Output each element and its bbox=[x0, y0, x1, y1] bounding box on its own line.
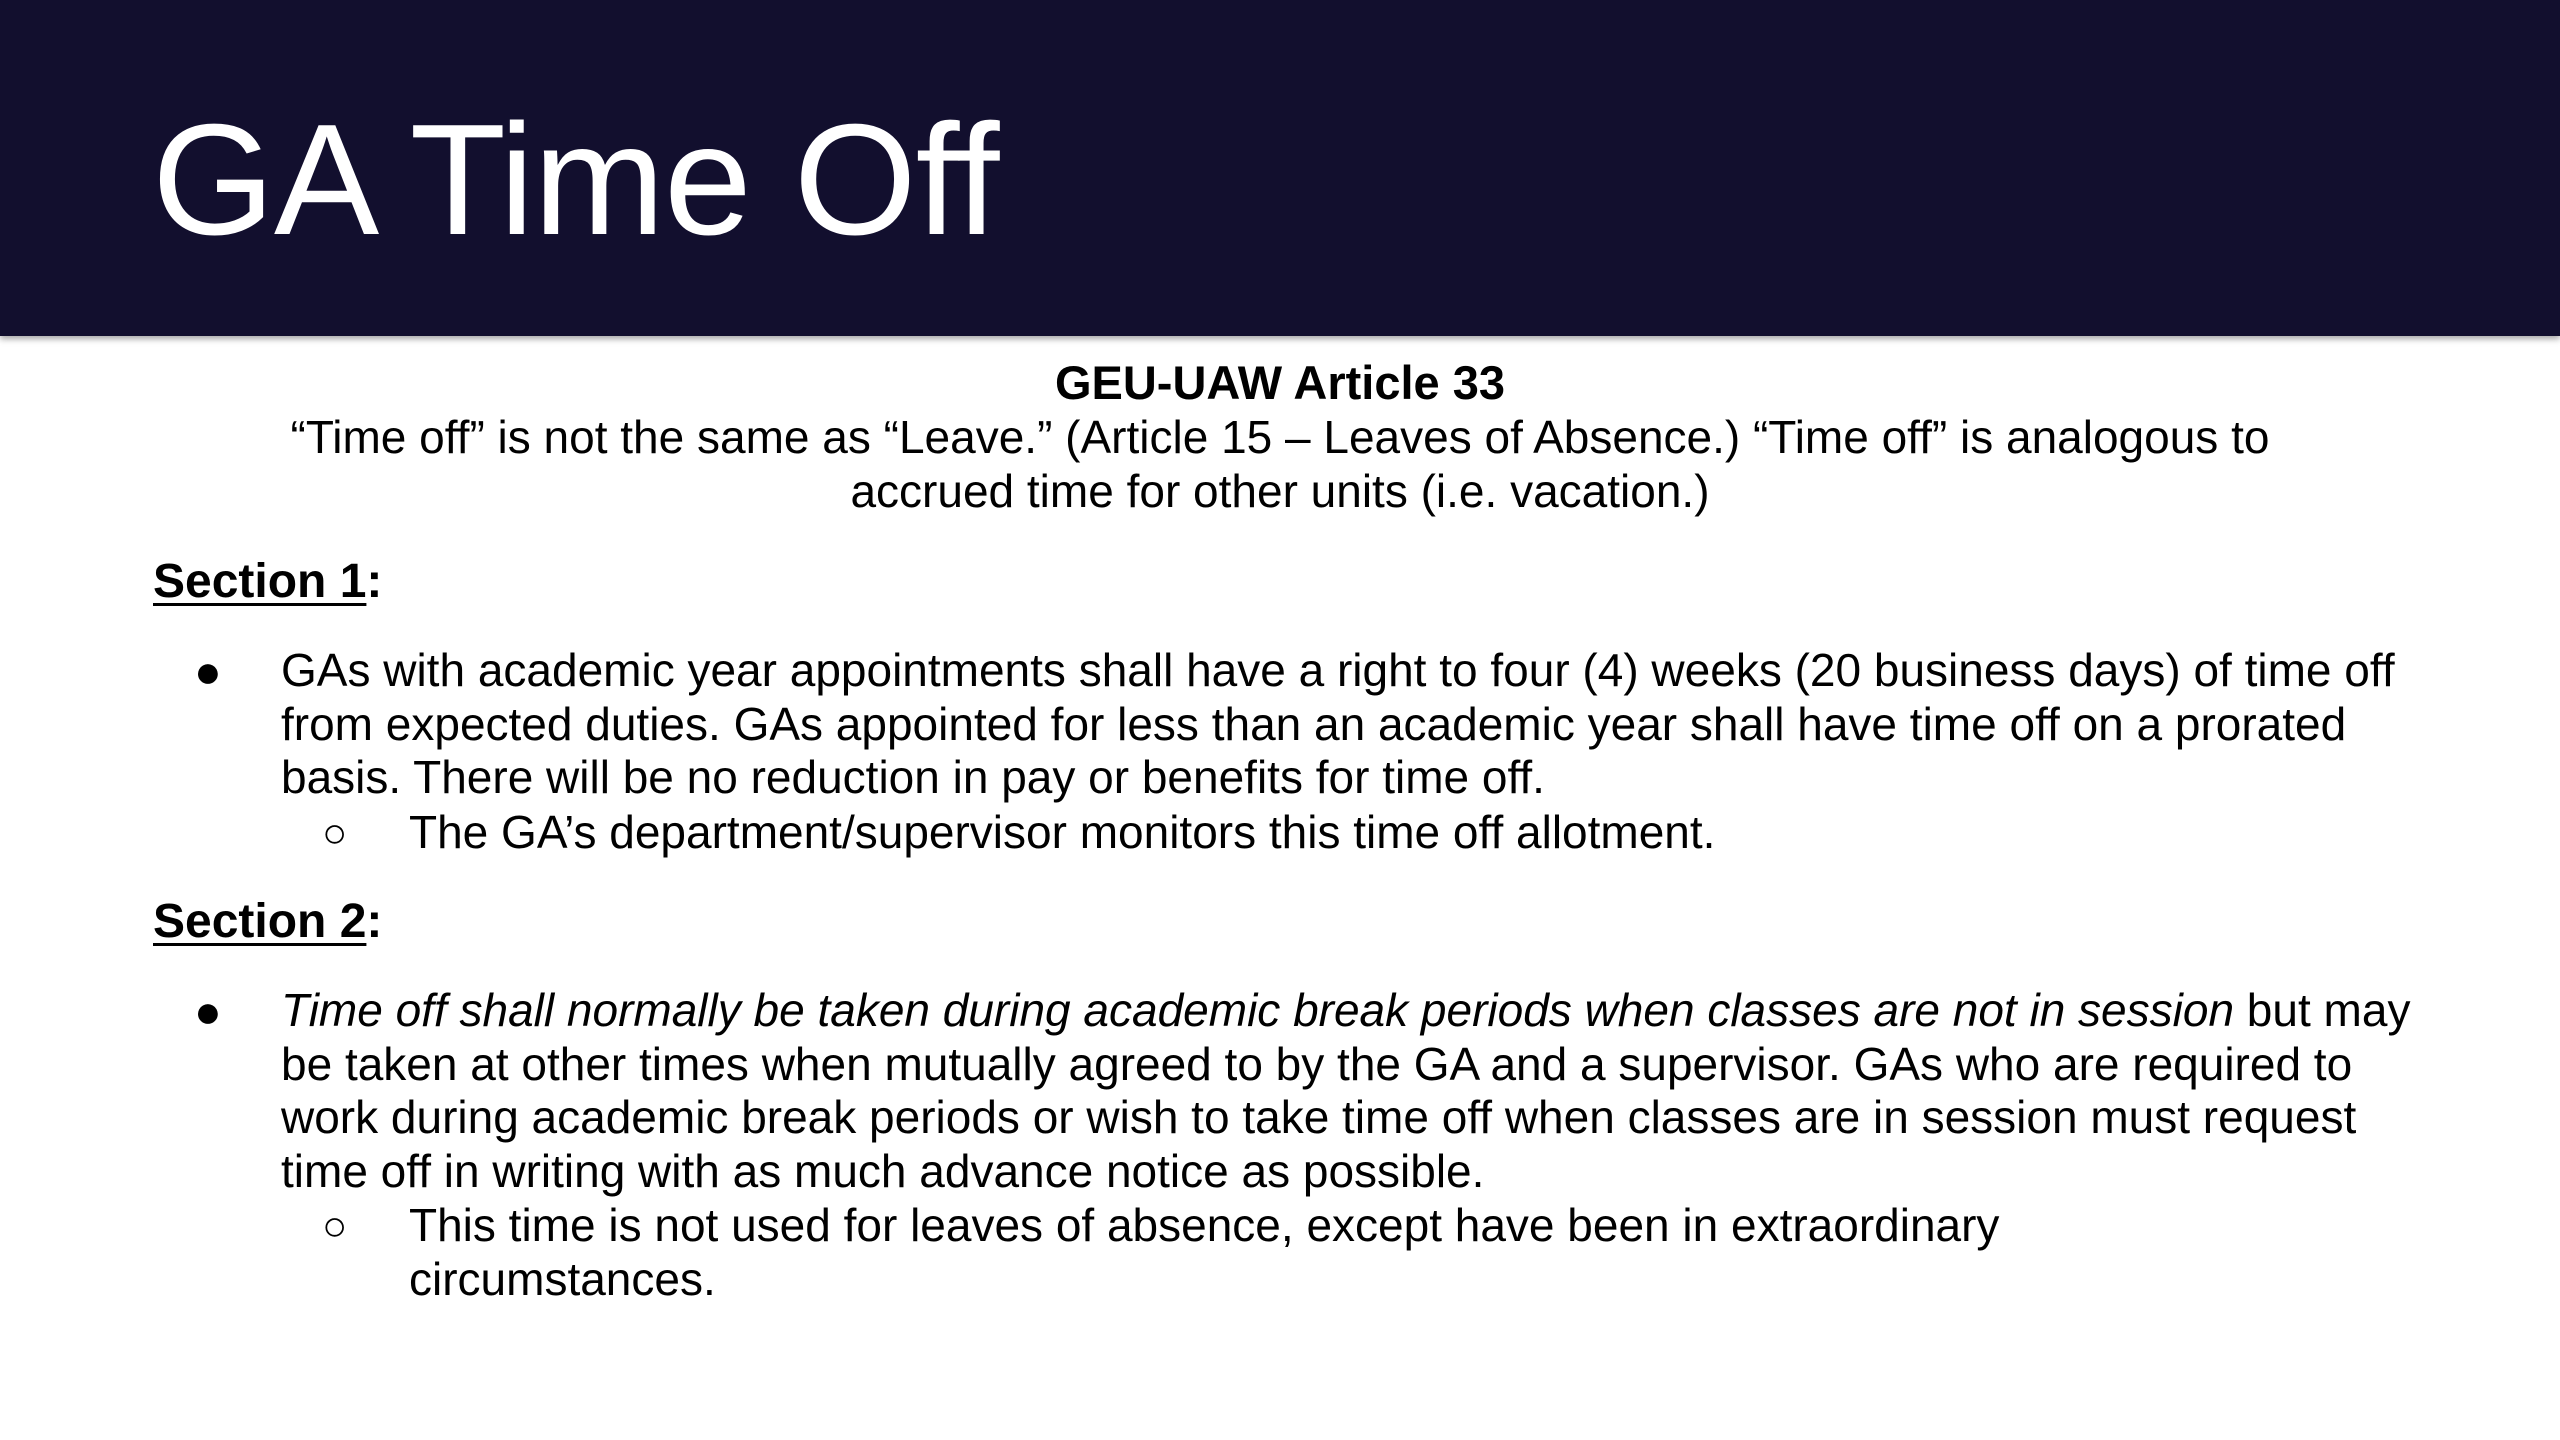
article-intro bbox=[170, 410, 2390, 518]
section-1-bullet-text: GAs with academic year appointments shall have a right to four (4) weeks (20 business days) of time off from expected duties. GAs appointed for less than an academic year shall have time off on a prorated basis. There will be no reduction in pay or benefits for time off. bbox=[281, 644, 2395, 804]
section-2-bullet-text bbox=[281, 984, 2411, 1199]
section-1-subbullet-text: The GA’s department/supervisor monitors this time off allotment. bbox=[409, 806, 1716, 858]
section-2-label: Section 2 bbox=[153, 895, 367, 948]
section-2-colon: : bbox=[366, 895, 383, 948]
sub-bullet-icon: ○ bbox=[322, 809, 348, 856]
intro-line-1: “Time off” is not the same as “Leave.” (Article 15 – Leaves of Absence.) “Time off” is analogous to bbox=[290, 411, 2270, 463]
section-2-heading bbox=[153, 894, 382, 950]
intro-line-2: accrued time for other units (i.e. vacation.) bbox=[850, 465, 1710, 517]
section-1-colon: : bbox=[366, 555, 383, 608]
section-2-subbullet-text: This time is not used for leaves of absence, except have been in extraordinary circumstances. bbox=[409, 1199, 2000, 1305]
section-2-bullet-rest: but may be taken at other times when mutually agreed to by the GA and a supervisor. GAs who are required to work during academic break periods or wish to take time off when classes are in session must request time off in writing with as much advance notice as possible. bbox=[281, 984, 2411, 1198]
bullet-icon: ● bbox=[194, 645, 222, 697]
section-1-heading bbox=[153, 554, 382, 610]
section-1-label: Section 1 bbox=[153, 555, 367, 608]
sub-bullet-icon: ○ bbox=[322, 1202, 348, 1249]
slide-title: GA Time Off bbox=[152, 92, 999, 268]
article-heading: GEU-UAW Article 33 bbox=[1054, 356, 1506, 409]
bullet-icon: ● bbox=[194, 985, 222, 1037]
section-2-bullet-italic: Time off shall normally be taken during academic break periods when classes are not in session bbox=[281, 984, 2235, 1036]
